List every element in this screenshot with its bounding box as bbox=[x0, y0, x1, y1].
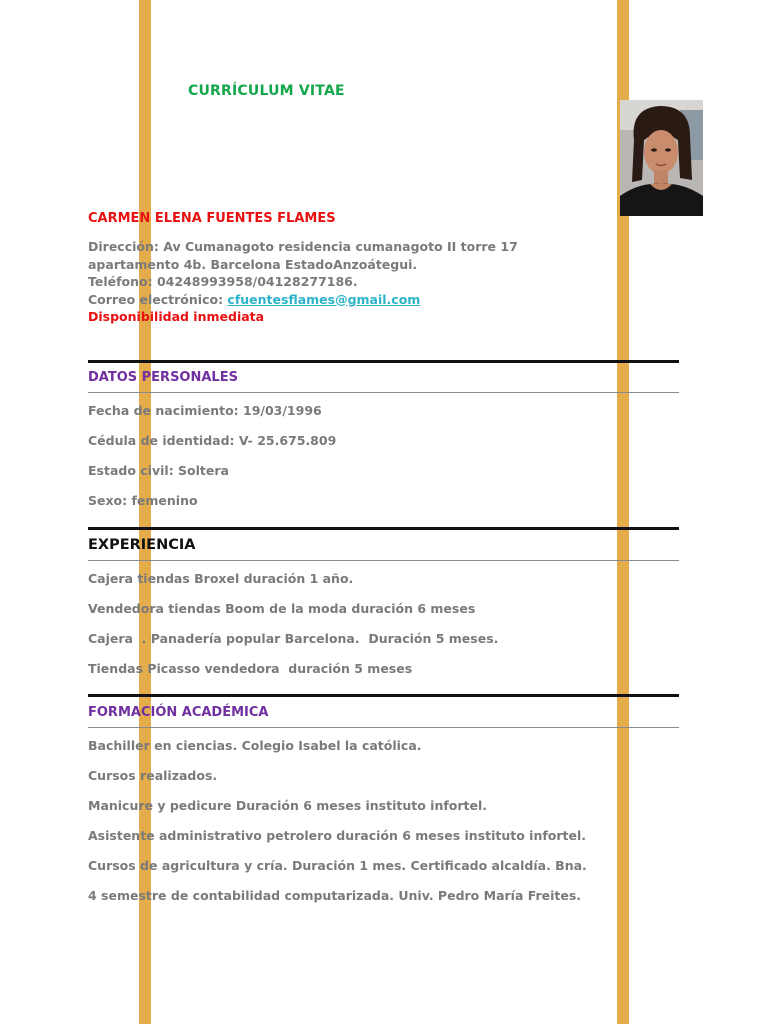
email-line bbox=[88, 291, 628, 309]
contact-block bbox=[88, 238, 628, 326]
phone-line: Teléfono: 04248993958/04128277186. bbox=[88, 274, 358, 289]
experience-item: Cajera . Panadería popular Barcelona. Duración 5 meses. bbox=[88, 631, 499, 646]
section-divider-top bbox=[88, 527, 679, 530]
document-title: CURRÍCULUM VITAE bbox=[188, 83, 345, 99]
personal-item: Fecha de nacimiento: 19/03/1996 bbox=[88, 403, 322, 418]
section-divider-bottom bbox=[88, 392, 679, 393]
education-item: Cursos de agricultura y cría. Duración 1 mes. Certificado alcaldía. Bna. bbox=[88, 858, 587, 873]
education-item: 4 semestre de contabilidad computarizada. Univ. Pedro María Freites. bbox=[88, 888, 582, 903]
portrait-image bbox=[620, 100, 703, 216]
address-line-2: apartamento 4b. Barcelona EstadoAnzoátegui. bbox=[88, 256, 418, 272]
education-item: Manicure y pedicure Duración 6 meses instituto infortel. bbox=[88, 798, 488, 813]
section-divider-top bbox=[88, 360, 679, 363]
education-item: Bachiller en ciencias. Colegio Isabel la católica. bbox=[88, 738, 422, 753]
address-line-1: Dirección: Av Cumanagoto residencia cumanagoto II torre 17 bbox=[88, 239, 518, 254]
candidate-name: CARMEN ELENA FUENTES FLAMES bbox=[88, 211, 336, 226]
experience-item: Vendedora tiendas Boom de la moda duración 6 meses bbox=[88, 601, 476, 616]
experience-item: Tiendas Picasso vendedora duración 5 meses bbox=[88, 661, 413, 676]
availability-note: Disponibilidad inmediata bbox=[88, 309, 265, 324]
education-item: Cursos realizados. bbox=[88, 768, 218, 783]
experience-item: Cajera tiendas Broxel duración 1 año. bbox=[88, 571, 354, 586]
section-divider-bottom bbox=[88, 727, 679, 728]
personal-item: Cédula de identidad: V- 25.675.809 bbox=[88, 433, 337, 448]
section-heading-experience: EXPERIENCIA bbox=[88, 537, 196, 553]
email-link[interactable]: cfuentesflames@gmail.com bbox=[227, 291, 421, 307]
personal-item: Sexo: femenino bbox=[88, 493, 198, 508]
profile-photo bbox=[620, 100, 703, 216]
email-label: Correo electrónico: bbox=[88, 291, 228, 307]
personal-item: Estado civil: Soltera bbox=[88, 463, 229, 478]
section-heading-personal: DATOS PERSONALES bbox=[88, 370, 238, 385]
section-divider-bottom bbox=[88, 560, 679, 561]
education-item: Asistente administrativo petrolero duración 6 meses instituto infortel. bbox=[88, 828, 587, 843]
section-heading-education: FORMACIÓN ACADÉMICA bbox=[88, 705, 269, 720]
section-divider-top bbox=[88, 694, 679, 697]
